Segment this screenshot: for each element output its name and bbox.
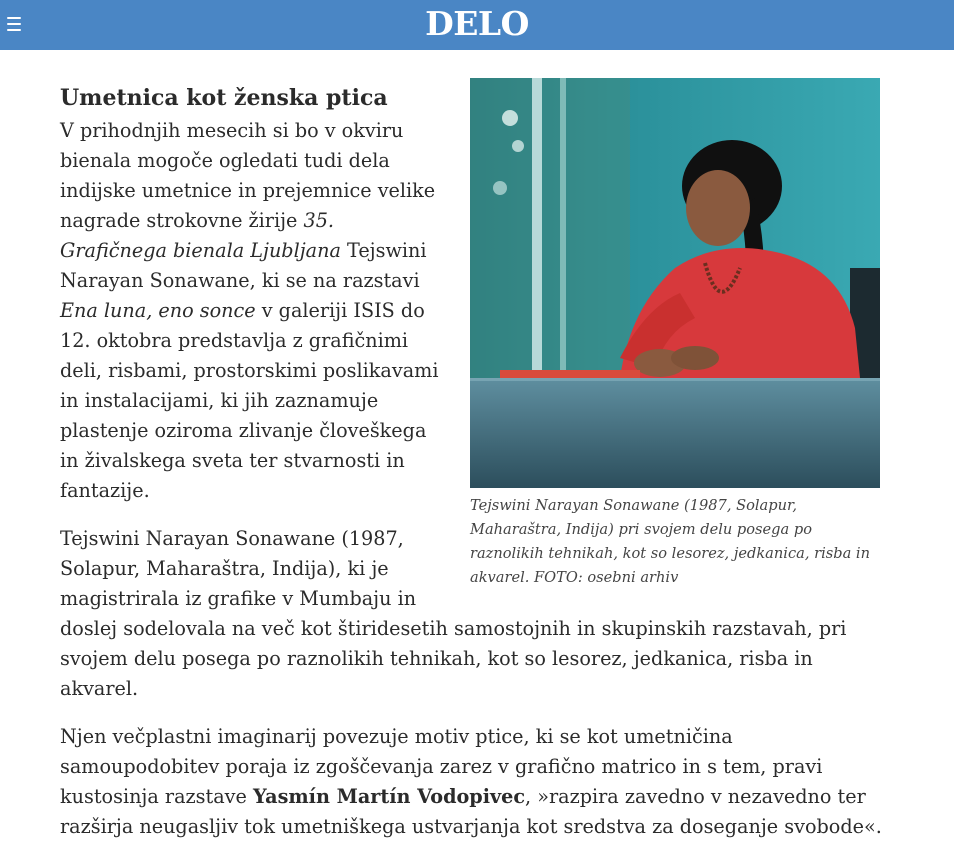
article-subheading: Umetnica kot ženska ptica [60,85,388,111]
article-body [60,76,890,860]
top-bar [0,0,954,50]
paragraph-3 [60,722,890,842]
paragraph-3-text-a: Njen večplastni imaginarij povezuje motiv ptice, ki se kot umetničina samoupodobitev poraja iz zgoščevanja zarez v grafično matrico in s tem, pravi kustosinja razstave [60,725,823,808]
paragraph-2: Tejswini Narayan Sonawane (1987, Solapur, Maharaštra, Indija), ki je magistrirala iz grafike v Mumbaju in doslej sodelovala na več kot štiridesetih samostojnih in skupinskih razstavah, pri svojem delu posega po raznolikih tehnikah, kot so lesorez, jedkanica, risba in akvarel. [60,527,847,700]
paragraph-1-text-b: Tejswini Narayan Sonawane, ki se na razstavi [60,239,427,292]
curator-name: Yasmín Martín Vodopivec [252,785,526,808]
exhibition-title: Ena luna, eno sonce [60,299,256,322]
article-figure [470,78,880,590]
site-logo[interactable]: DELO [425,4,529,43]
paragraph-1-text-a: V prihodnjih mesecih si bo v okviru bienala mogoče ogledati tudi dela indijske umetnice in prejemnice velike nagrade strokovne žirije [60,119,436,232]
artist-photo[interactable] [470,78,880,488]
paragraph-3-text-b: , »razpira zavedno v nezavedno ter razširja neugasljiv tok umetniškega ustvarjanja kot sredstva za doseganje svobode«. [60,785,882,838]
paragraph-1-text-c: v galeriji ISIS do 12. oktobra predstavlja z grafičnimi deli, risbami, prostorskimi poslikavami in instalacijami, ki jih zaznamuje plastenje oziroma zlivanje človeškega in živalskega sveta ter stvarnosti in fantazije. [60,299,439,502]
photo-caption: Tejswini Narayan Sonawane (1987, Solapur, Maharaštra, Indija) pri svojem delu posega po raznolikih tehnikah, kot so lesorez, jedkanica, risba in akvarel. FOTO: osebni arhiv [470,497,870,586]
photo-illustration [470,78,880,488]
biennial-title: 35. Grafičnega bienala Ljubljana [60,209,341,262]
